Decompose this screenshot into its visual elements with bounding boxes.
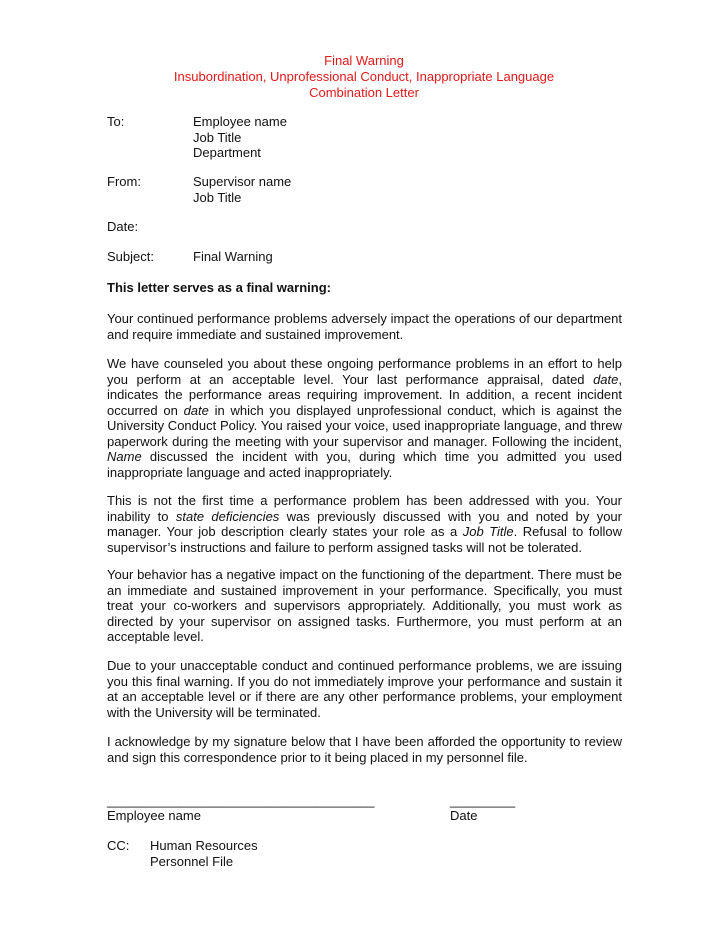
intro-statement: This letter serves as a final warning:	[107, 280, 331, 295]
employee-signature-line: _____________________________________	[107, 793, 375, 808]
subject-text: Final Warning	[193, 249, 273, 264]
subject-label: Subject:	[107, 249, 154, 264]
paragraph-5: Due to your unacceptable conduct and continued performance problems, we are issuing you this final warning. If you do not immediately improve your performance and sustain it at an acceptable level or if there are any other performance problems, your employment with the University will be terminated.	[107, 658, 622, 720]
appraisal-date-placeholder: date	[593, 371, 619, 387]
deficiencies-placeholder: state deficiencies	[175, 508, 280, 524]
date-signature-line: _________	[450, 793, 516, 808]
from-supervisor-name: Supervisor name	[193, 174, 292, 189]
letter-subtitle: Insubordination, Unprofessional Conduct, Inappropriate Language	[173, 69, 555, 84]
to-job-title: Job Title	[193, 129, 242, 145]
incident-date-placeholder: date	[183, 402, 209, 418]
letter-type: Combination Letter	[309, 85, 419, 100]
from-job-title: Job Title	[193, 189, 242, 205]
paragraph-2: We have counseled you about these ongoing performance problems in an effort to help you perform at an acceptable level. Your last performance appraisal, dated date, indicates the performance areas requiring improvement. In addition, a recent incident occurred on date in which you displayed unprofessional conduct, which is against the University Conduct Policy. You raised your voice, used inappropriate language, and threw paperwork during the meeting with your supervisor and manager. Following the incident, Name discussed the incident with you, during which time you admitted you used inappropriate language and acted inappropriately.	[107, 356, 622, 480]
date-label: Date:	[107, 219, 139, 234]
name-placeholder: Name	[107, 449, 142, 464]
to-block	[193, 114, 287, 161]
cc-human-resources: Human Resources	[150, 838, 258, 853]
employee-name-label: Employee name	[107, 808, 201, 823]
letter-title: Final Warning	[324, 53, 404, 68]
paragraph-1: Your continued performance problems adversely impact the operations of our department and require immediate and sustained improvement.	[107, 311, 622, 342]
cc-personnel-file: Personnel File	[150, 853, 234, 869]
signature-date-label: Date	[450, 808, 478, 823]
to-employee-name: Employee name	[193, 114, 287, 129]
subject-value	[193, 249, 273, 265]
to-label: To:	[107, 114, 125, 129]
paragraph-4: Your behavior has a negative impact on the functioning of the department. There must be an immediate and sustained improvement in your performance. Specifically, you must treat your co-workers and supervisors appropriately. Additionally, you must work as directed by your supervisor on assigned tasks. Furthermore, you must perform at an acceptable level.	[107, 567, 622, 644]
from-block	[193, 174, 291, 205]
paragraph-3: This is not the first time a performance problem has been addressed with you. Your inability to state deficiencies was previously discussed with you and noted by your manager. Your job description clearly states your role as a Job Title. Refusal to follow supervisor’s instructions and failure to perform assigned tasks will not be tolerated.	[107, 493, 622, 555]
cc-list	[150, 838, 258, 869]
job-title-placeholder: Job Title	[462, 524, 514, 539]
paragraph-6: I acknowledge by my signature below that I have been afforded the opportunity to review and sign this correspondence prior to it being placed in my personnel file.	[107, 734, 622, 765]
cc-label: CC:	[107, 838, 130, 853]
to-department: Department	[193, 145, 261, 160]
from-label: From:	[107, 174, 141, 189]
